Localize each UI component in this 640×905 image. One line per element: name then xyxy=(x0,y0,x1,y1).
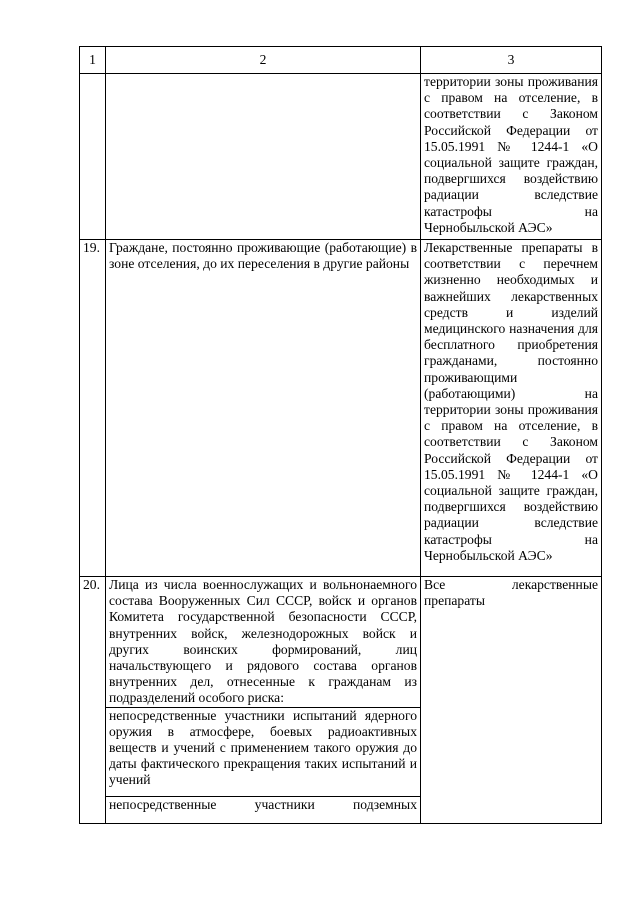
benefits-table xyxy=(79,46,602,824)
recipient-category: Граждане, постоянно проживающие (работающие) в зоне отселения, до их переселения в другие районы xyxy=(106,240,421,577)
table-row xyxy=(80,577,602,708)
medicines-description: Лекарственные препараты в соответствии с перечнем жизненно необходимых и важнейших лекарственных средств и изделий медицинского назначения для бесплатного приобретения гражданами, постоянно проживающими (работающими) на территории зоны проживания с правом на отселение, в соответствии с Законом Российской Федерации от 15.05.1991 № 1244-1 «О социальной защите граждан, подвергшихся воздействию радиации вследствие катастрофы на Чернобыльской АЭС» xyxy=(421,240,602,577)
header-cell-2: 2 xyxy=(106,47,421,74)
recipient-subcategory: непосредственные участники испытаний ядерного оружия в атмосфере, боевых радиоактивных веществ и учений с применением такого оружия до даты фактического прекращения таких испытаний и учений xyxy=(106,707,421,796)
medicines-description: Все лекарственные препараты xyxy=(421,577,602,824)
recipient-category: Лица из числа военнослужащих и вольнонаемного состава Вооруженных Сил СССР, войск и органов Комитета государственной безопасности СССР, внутренних войск, железнодорожных войск и других воинских формирований, лиц начальствующего и рядового состава органов внутренних дел, отнесенные к гражданам из подразделений особого риска: xyxy=(106,577,421,708)
recipient-subcategory: непосредственные участники подземных xyxy=(106,796,421,823)
recipient-category xyxy=(106,74,421,240)
header-cell-3: 3 xyxy=(421,47,602,74)
header-row xyxy=(80,47,602,74)
header-cell-1: 1 xyxy=(80,47,106,74)
medicines-description: территории зоны проживания с правом на отселение, в соответствии с Законом Российской Федерации от 15.05.1991 № 1244-1 «О социальной защите граждан, подвергшихся воздействию радиации вследствие катастрофы на Чернобыльской АЭС» xyxy=(421,74,602,240)
table-row xyxy=(80,240,602,577)
row-number xyxy=(80,74,106,240)
table-row xyxy=(80,74,602,240)
row-number: 20. xyxy=(80,577,106,824)
row-number: 19. xyxy=(80,240,106,577)
